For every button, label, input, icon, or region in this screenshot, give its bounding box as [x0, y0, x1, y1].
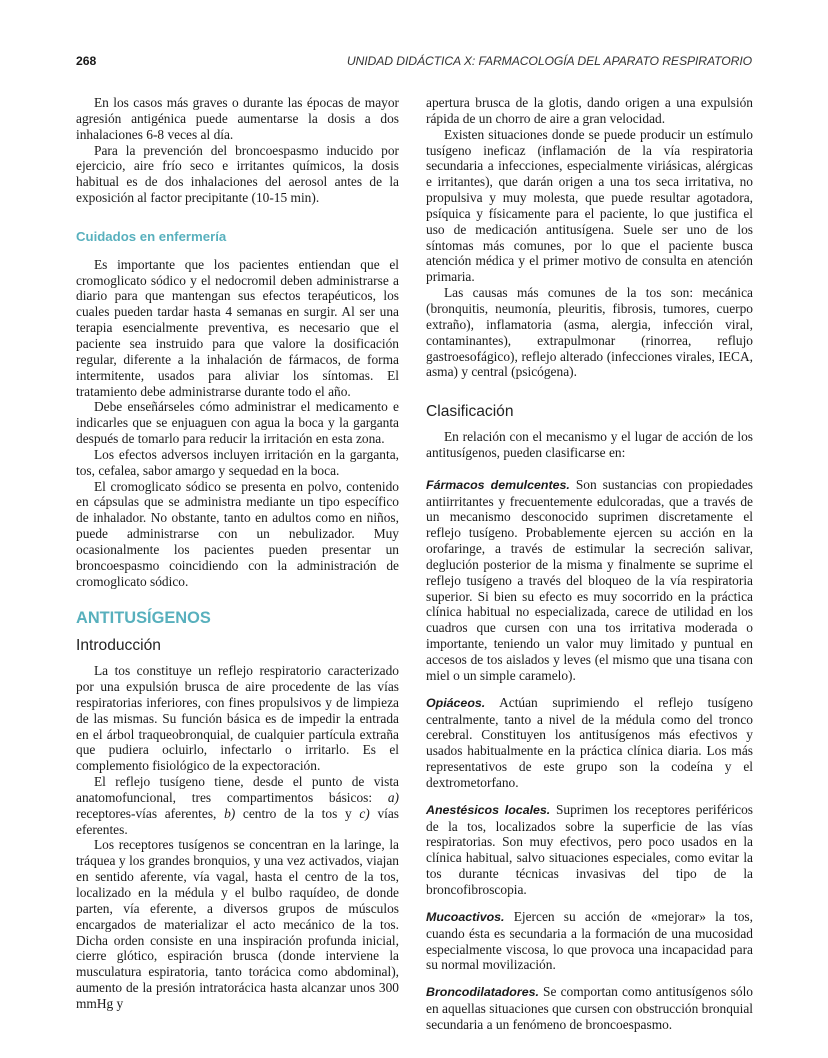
right-column: [426, 95, 753, 1033]
text-run: receptores-vías aferentes,: [76, 805, 225, 821]
paragraph: Los receptores tusígenos se concentran en la laringe, la tráquea y los grandes bronquios, y una vez activados, viajan en sentido aferente, vía vagal, hasta el centro de la tos, localizado en la médula y el bulbo raquídeo, de donde parten, vía eferente, a diversos grupos de músculos encargados de materializar el acto mecánico de la tos. Dicha orden consiste en una inspiración profunda inicial, cierre glótico, espiración brusca (donde interviene la musculatura espiratoria, tanto torácica como abdominal), aumento de la presión intratorácica hasta alcanzar unos 300 mmHg y: [76, 837, 399, 1011]
text-run: El reflejo tusígeno tiene, desde el punto de vista anatomofuncional, tres compartimentos básicos:: [76, 774, 399, 805]
term-label: Broncodilatadores.: [426, 985, 539, 1000]
list-marker: b): [224, 805, 236, 821]
paragraph: Existen situaciones donde se puede producir un estímulo tusígeno ineficaz (inflamación de la vía respiratoria secundaria a infecciones, especialmente viriásicas, alérgicas e irritantes), que darán origen a una tos seca irritativa, no propulsiva y muy molesta, que puede resultar agotadora, psíquica y físicamente para el paciente, lo que justifica el uso de medicación antitusígena. Suele ser uno de los síntomas más comunes, por lo que el paciente busca atención médica y el primer motivo de consulta en atención primaria.: [426, 126, 753, 285]
paragraph: [76, 774, 399, 837]
paragraph: apertura brusca de la glotis, dando origen a una expulsión rápida de un chorro de aire a gran velocidad.: [426, 95, 753, 126]
paragraph: La tos constituye un reflejo respiratorio caracterizado por una expulsión brusca de aire procedente de las vías respiratorias inferiores, con fines propulsivos y de limpieza de las mismas. Su función básica es de impedir la entrada en el árbol traqueobronquial, de cualquier partícula extraña que pudiera ocluirlo, infectarlo o irritarlo. Es el complemento fisiológico de la expectoración.: [76, 663, 399, 774]
term-label: Mucoactivos.: [426, 909, 505, 924]
section-title-antitusigenos: ANTITUSÍGENOS: [76, 609, 211, 628]
term-paragraph: [426, 909, 753, 973]
left-column: [76, 95, 399, 1012]
running-title: UNIDAD DIDÁCTICA X: FARMACOLOGÍA DEL APARATO RESPIRATORIO: [346, 54, 752, 68]
list-marker: c): [359, 805, 370, 821]
term-paragraph: [426, 984, 753, 1033]
term-paragraph: [426, 477, 753, 684]
term-label: Anestésicos locales.: [426, 802, 551, 817]
term-paragraph: [426, 695, 753, 791]
list-marker: a): [387, 789, 399, 805]
paragraph: Las causas más comunes de la tos son: mecánica (bronquitis, neumonía, pleuritis, fibrosis, tumores, cuerpo extraño), inflamatoria (asma, alergia, infección viral, contaminantes), extrapulmonar (rinorrea, reflujo gastroesofágico), reflejo alterado (infecciones virales, IECA, asma) y central (psicógena).: [426, 285, 753, 380]
term-label: Fármacos demulcentes.: [426, 477, 570, 492]
term-label: Opiáceos.: [426, 695, 486, 710]
term-text: Son sustancias con propiedades antiirritantes y frecuentemente edulcoradas, que a través de un mecanismo desconocido suprimen discretamente el reflejo tusígeno. Probablemente ejercen su acción en la orofaringe, a través de estimular la secreción salivar, deglución posterior de la misma y finalmente se suprime el reflejo tusígeno a través del bloqueo de la vía respiratoria superior. Si bien su efecto es muy socorrido en la práctica clínica habitual no especializada, carece de utilidad en los cuadros que cursen con una tos irritativa moderada o importante, teniendo un valor muy limitado y puntual en accesos de tos aislados y leves (el mismo que una tisana con miel o un simple caramelo).: [426, 476, 753, 683]
term-text: Se comportan como antitusígenos sólo en aquellas situaciones que cursen con obstrucción bronquial secundaria a un fenómeno de broncoespasmo.: [426, 984, 753, 1032]
text-run: centro de la tos y: [235, 805, 360, 821]
running-header: [76, 54, 752, 70]
heading-introduccion: Introducción: [76, 637, 161, 655]
heading-clasificacion: Clasificación: [426, 403, 514, 421]
term-text: Ejercen su acción de «mejorar» la tos, cuando ésta es secundaria a la formación de una mucosidad especialmente viscosa, lo que provoca una incapacidad para su normal movilización.: [426, 908, 753, 973]
paragraph: Debe enseñárseles cómo administrar el medicamento e indicarles que se enjuaguen con agua la boca y la garganta después de tomarlo para reducir la irritación en esta zona.: [76, 399, 399, 447]
paragraph: Para la prevención del broncoespasmo inducido por ejercicio, aire frío seco e irritantes químicos, la dosis habitual es de dos inhalaciones del aerosol antes de la exposición al factor precipitante (10-15 min).: [76, 142, 399, 206]
paragraph: En los casos más graves o durante las épocas de mayor agresión antigénica puede aumentarse la dosis a dos inhalaciones 6-8 veces al día.: [76, 95, 399, 142]
subsection-title-cuidados: Cuidados en enfermería: [76, 228, 227, 244]
page-number: 268: [76, 54, 97, 68]
paragraph: En relación con el mecanismo y el lugar de acción de los antitusígenos, pueden clasificarse en:: [426, 429, 753, 460]
term-paragraph: [426, 802, 753, 898]
term-text: Suprimen los receptores periféricos de la tos, localizados sobre la superficie de las vías respiratorias. Son muy efectivos, pero poco usados en la clínica habitual, salvo situaciones especiales, como evitar la tos durante técnicas invasivas del tipo de la broncofibroscopia.: [426, 801, 754, 897]
paragraph: El cromoglicato sódico se presenta en polvo, contenido en cápsulas que se administra mediante un tipo específico de inhalador. No obstante, tanto en adultos como en niños, puede administrarse con un nebulizador. Muy ocasionalmente los pacientes pueden presentar un broncoespasmo coincidiendo con la administración de cromoglicato sódico.: [76, 478, 399, 589]
paragraph: Es importante que los pacientes entiendan que el cromoglicato sódico y el nedocromil deben administrarse a diario para que mantengan sus efectos terapéuticos, los cuales pueden tardar hasta 4 semanas en surgir. Al ser una terapia esencialmente preventiva, es necesario que el paciente sea instruido para que valore la dosificación regular, diferente a la inhalación de fármacos, de forma intermitente, usados para aliviar los síntomas. El tratamiento debe administrarse durante todo el año.: [76, 256, 399, 399]
paragraph: Los efectos adversos incluyen irritación en la garganta, tos, cefalea, sabor amargo y sequedad en la boca.: [76, 446, 399, 478]
text-run: vías eferentes.: [76, 805, 400, 837]
term-text: Actúan suprimiendo el reflejo tusígeno centralmente, tanto a nivel de la médula como del tronco cerebral. Constituyen los antitusígenos más efectivos y usados habitualmente en la práctica clínica diaria. Los más representativos de este grupo son la codeína y el dextrometorfano.: [426, 694, 753, 790]
